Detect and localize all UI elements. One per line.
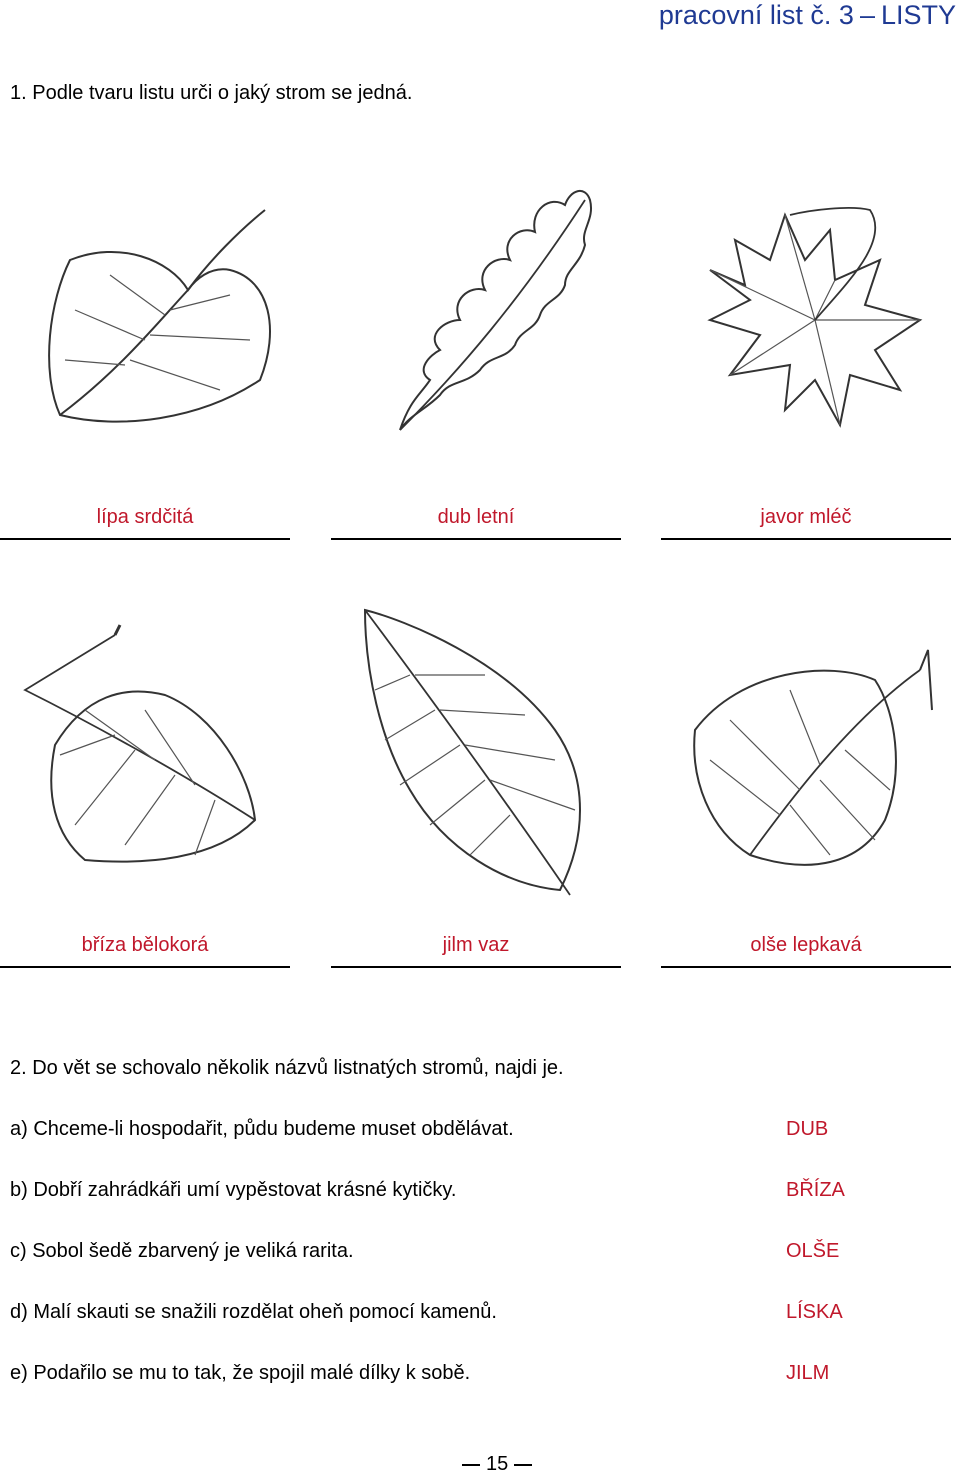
answer-line-oak: dub letní xyxy=(331,500,621,540)
sentence-a: a) Chceme-li hospodařit, půdu budeme muset obdělávat. xyxy=(10,1118,514,1140)
oak-leaf-icon xyxy=(370,160,600,450)
answer-line-linden: lípa srdčitá xyxy=(0,500,290,540)
answer-line-elm: jilm vaz xyxy=(331,928,621,968)
sentence-d: d) Malí skauti se snažili rozdělat oheň pomocí kamenů. xyxy=(10,1301,497,1323)
elm-leaf-icon xyxy=(355,600,605,900)
hidden-word-a: DUB xyxy=(786,1118,829,1140)
page-number-value: 15 xyxy=(486,1453,509,1475)
maple-leaf-icon xyxy=(690,200,940,440)
hidden-word-d: LÍSKA xyxy=(786,1301,843,1323)
sentence-e: e) Podařilo se mu to tak, že spojil malé dílky k sobě. xyxy=(10,1362,471,1384)
header-title: pracovní list č. 3 xyxy=(658,0,854,30)
task1-title: 1. Podle tvaru listu urči o jaký strom se jedná. xyxy=(10,82,413,104)
linden-leaf-icon xyxy=(30,200,290,440)
page-number-dash-right xyxy=(514,1464,532,1466)
sentence-b: b) Dobří zahrádkáři umí vypěstovat krásné kytičky. xyxy=(10,1179,457,1201)
task2-title: 2. Do vět se schovalo několik názvů listnatých stromů, najdi je. xyxy=(10,1057,564,1079)
answer-line-maple: javor mléč xyxy=(661,500,951,540)
sentence-c: c) Sobol šedě zbarvený je veliká rarita. xyxy=(10,1240,354,1262)
page-number-dash-left xyxy=(462,1464,480,1466)
worksheet-header xyxy=(659,0,956,31)
answer-line-alder: olše lepkavá xyxy=(661,928,951,968)
birch-leaf-icon xyxy=(15,615,280,885)
alder-leaf-icon xyxy=(680,640,940,890)
answer-line-birch: bříza bělokorá xyxy=(0,928,290,968)
header-topic: LISTY xyxy=(880,0,956,30)
page-number xyxy=(456,1453,538,1476)
hidden-word-b: BŘÍZA xyxy=(786,1179,845,1201)
hidden-word-c: OLŠE xyxy=(786,1240,840,1262)
hidden-word-e: JILM xyxy=(786,1362,830,1384)
header-dash: – xyxy=(859,0,875,30)
